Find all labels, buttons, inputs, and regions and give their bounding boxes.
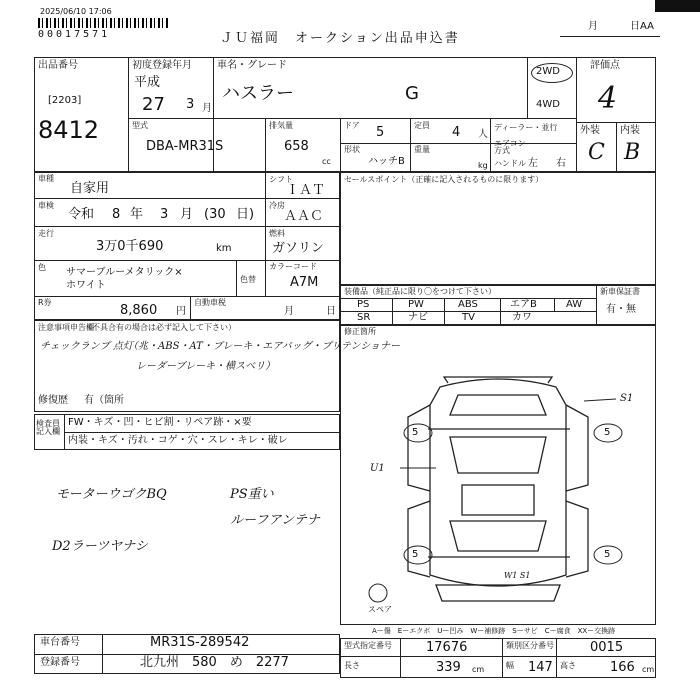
- fuel-label: 燃料: [269, 229, 285, 238]
- displacement-label: 排気量: [269, 121, 293, 130]
- usage-value: 自家用: [70, 181, 110, 196]
- body-label: 形状: [344, 145, 360, 154]
- notes-line1: チェックランプ 点灯: [40, 341, 133, 352]
- dealer-label: ディーラー・並行: [494, 123, 558, 132]
- warranty-label: 新車保証書: [600, 287, 640, 296]
- repair-label: 修復歴: [38, 395, 68, 406]
- seats: 4: [452, 125, 461, 140]
- plate-number: 北九州 580 め 2277: [140, 655, 289, 670]
- width-label: 幅: [506, 661, 514, 670]
- seats-unit: 人: [478, 129, 488, 140]
- tire-front-right: 5: [604, 427, 611, 438]
- frame-label: 型式指定番号: [344, 641, 392, 650]
- weight-label: 重量: [414, 145, 430, 154]
- lot-number: 8412: [38, 116, 100, 144]
- notes-line2: （兆・ABS・AT・ブレーキ・エアバッグ・プリテンショナー: [128, 341, 401, 352]
- length-unit: cm: [472, 665, 485, 674]
- frame-number: 17676: [426, 640, 468, 655]
- class-number: 0015: [590, 640, 624, 655]
- inspection-era: 令和: [68, 207, 95, 222]
- warranty-value: 有・無: [606, 304, 636, 315]
- registration-month: 3: [186, 97, 195, 112]
- recycle-unit: 円: [176, 306, 186, 317]
- equip-airbag: エアB: [510, 299, 537, 310]
- handle-left: 左: [528, 158, 538, 169]
- lot-code: [2203]: [48, 95, 82, 106]
- color-code-label: カラーコード: [269, 262, 317, 271]
- diagram-label: 修正箇所: [344, 327, 376, 336]
- length-value: 339: [436, 660, 461, 675]
- tax-day-unit: 日: [326, 306, 336, 317]
- mileage-unit: km: [216, 243, 232, 254]
- form-title: ＪＵ福岡 オークション出品申込書: [220, 31, 460, 46]
- notes-sub: （不具合有の場合は必ず記入して下さい）: [84, 323, 236, 332]
- equip-leather: カワ: [512, 312, 532, 323]
- sales-point-box: [340, 172, 656, 285]
- car-name-label: 車名・グレード: [217, 60, 287, 71]
- notes-label: 注意事項申告欄: [38, 323, 94, 332]
- equip-pw: PW: [408, 299, 424, 310]
- fuel-value: ガソリン: [272, 241, 325, 256]
- timestamp: 2025/06/10 17:06: [40, 7, 112, 16]
- color-code: A7M: [290, 275, 319, 290]
- mileage-label: 走行: [38, 229, 54, 238]
- handwritten-note3: ルーフアンテナ: [230, 513, 320, 528]
- defects-label: 検査員記入欄: [36, 419, 60, 436]
- class-label: 類別区分番号: [506, 641, 554, 650]
- registration-year: 27: [142, 94, 165, 115]
- chassis-number: MR31S-289542: [150, 635, 250, 650]
- drive-4wd: 4WD: [536, 99, 560, 110]
- inspection-day: (30: [204, 207, 226, 222]
- plate-label: 登録番号: [40, 657, 80, 668]
- recycle-value: 8,860: [120, 303, 158, 318]
- color-replace-label: 色替: [240, 275, 256, 284]
- drive-2wd: 2WD: [536, 66, 560, 77]
- diagram-u1: U1: [370, 463, 385, 474]
- seats-label: 定員: [414, 121, 430, 130]
- inspection-day-unit: 日): [236, 207, 255, 222]
- usage-label: 車種: [38, 174, 54, 183]
- inspection-year-unit: 年: [130, 207, 144, 222]
- sales-point-label: セールスポイント（正確に記入されるものに限ります）: [344, 175, 544, 184]
- registration-era: 平成: [134, 75, 161, 90]
- length-label: 長さ: [344, 661, 360, 670]
- exterior-label: 外装: [580, 125, 600, 136]
- handwritten-note4: D2ラーツヤナシ: [52, 539, 148, 554]
- defects-exterior: FW・キズ・凹・ヒビ割・リペア跡・×要: [68, 417, 252, 428]
- aircon-sub: 方式: [494, 146, 510, 155]
- cooling-label: 冷房: [269, 201, 285, 210]
- defects-interior: 内装・キズ・汚れ・コゲ・穴・スレ・キレ・破レ: [68, 435, 288, 446]
- handwritten-note2: PS重い: [230, 487, 274, 502]
- doors: 5: [376, 125, 385, 140]
- day-label: 日AA: [630, 21, 654, 32]
- cc-unit: cc: [322, 157, 331, 166]
- score-label: 評価点: [590, 60, 620, 71]
- lot-label: 出品番号: [38, 60, 78, 71]
- equip-navi: ナビ: [408, 312, 428, 323]
- cooling-value: ＡＡＣ: [284, 209, 324, 224]
- handle-label: ハンドル: [494, 159, 526, 168]
- repair-value: 有（箇所: [84, 395, 124, 406]
- registration-label: 初度登録年月: [132, 60, 192, 71]
- color-line1: サマーブルーメタリック×: [66, 267, 183, 278]
- doors-label: ドア: [344, 121, 360, 130]
- shift-value: ＩＡＴ: [286, 183, 326, 198]
- weight-unit: kg: [478, 161, 488, 170]
- car-diagram: [340, 325, 656, 625]
- equip-sr: SR: [357, 312, 371, 323]
- color-label: 色: [38, 263, 46, 272]
- equipment-label: 装備品（純正品に限り〇をつけて下さい）: [344, 287, 496, 296]
- chassis-label: 車台番号: [40, 637, 80, 648]
- notes-line3: レーダーブレーキ・横スベリ）: [136, 361, 276, 372]
- inspection-month: 3: [160, 207, 169, 222]
- aircon-label: エアコン: [494, 139, 526, 148]
- shift-label: シフト: [269, 175, 293, 184]
- diagram-s1: S1: [620, 393, 634, 404]
- width-value: 147: [528, 660, 553, 675]
- damage-legend: Aー傷 Eーエクボ Uー凹み Wー補修跡 Sーサビ Cー腐食 XXー交換跡: [372, 627, 616, 635]
- height-unit: cm: [642, 665, 655, 674]
- equip-aw: AW: [566, 299, 583, 310]
- registration-month-unit: 月: [202, 103, 212, 114]
- tire-rear-right: 5: [604, 549, 611, 560]
- tire-front-left: 5: [412, 427, 419, 438]
- month-label: 月: [588, 21, 598, 32]
- displacement: 658: [284, 139, 309, 154]
- inspection-month-unit: 月: [180, 207, 194, 222]
- car-grade: G: [405, 83, 419, 104]
- mileage-value: 3万0千690: [96, 239, 164, 254]
- tax-label: 自動車税: [194, 298, 226, 307]
- interior-label: 内装: [620, 125, 640, 136]
- height-label: 高さ: [560, 661, 576, 670]
- height-value: 166: [610, 660, 635, 675]
- tax-month-unit: 月: [284, 306, 294, 317]
- exterior-grade: C: [588, 140, 605, 165]
- score-value: 4: [598, 81, 618, 116]
- interior-grade: B: [624, 140, 641, 165]
- barcode-number: 00017571: [38, 29, 111, 40]
- handle-right: 右: [556, 158, 566, 169]
- car-model: DBA-MR31S: [146, 139, 224, 154]
- corner-mark: [655, 0, 700, 12]
- equip-tv: TV: [462, 312, 475, 323]
- model-label: 型式: [132, 121, 148, 130]
- equip-ps: PS: [357, 299, 370, 310]
- handwritten-note1: モーターウゴクBQ: [56, 487, 167, 502]
- barcode: [38, 18, 168, 28]
- tire-rear-left: 5: [412, 549, 419, 560]
- color-line2: ホワイト: [66, 280, 106, 291]
- inspection-year: 8: [112, 207, 121, 222]
- equip-abs: ABS: [458, 299, 478, 310]
- inspection-label: 車検: [38, 201, 54, 210]
- diagram-w1: W1 S1: [504, 571, 531, 580]
- spare-label: スペア: [368, 605, 392, 614]
- body-type: ハッチB: [368, 156, 405, 167]
- recycle-label: R券: [38, 298, 52, 307]
- car-name: ハスラー: [222, 83, 294, 104]
